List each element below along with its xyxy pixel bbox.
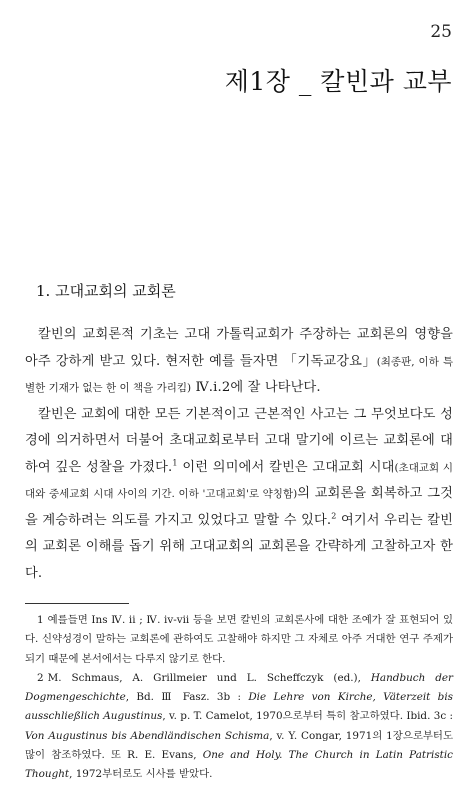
footnote-2 xyxy=(25,669,453,785)
footnote-ref-1[interactable]: 1 xyxy=(172,458,178,468)
footnote-1-text: 예를들면 Ins Ⅳ. ii ; Ⅳ. iv-vii 등을 보면 칼빈의 교회론사에 대한 조예가 잘 표현되어 있다. 신약성경이 말하는 교회론에 관하여도 고찰해야 하지만 그 자체로 아주 거대한 연구 주제가 되기 때문에 본서에서는 다루지 않기로 한다. xyxy=(25,614,453,665)
footnote-divider xyxy=(25,603,129,604)
chapter-title: 제1장 _ 칼빈과 교부 xyxy=(224,67,452,96)
page-number: 25 xyxy=(430,22,452,42)
footnote-2-text-d: , v. Y. Congar, 1971의 1장으로부터도 많이 참조하였다. 또 R. E. Evans, xyxy=(25,729,454,762)
paragraph-2-text-d: 여기서 우리는 칼빈의 교회론 이해를 돕기 위해 고대교회의 교회론을 간략하게 고찰하고자 한다. xyxy=(25,512,453,581)
paragraph-1-text-a: 칼빈의 교회론적 기초는 고대 가톨릭교회가 주장하는 교회론의 영향을 아주 강하게 받고 있다. 현저한 예를 들자면 「기독교강요」 xyxy=(25,327,453,369)
footnote-2-text-b: , Bd. Ⅲ Fasz. 3b : xyxy=(125,691,249,704)
footnote-ref-2[interactable]: 2 xyxy=(331,511,337,521)
footnote-2-text-e: , 1972부터로도 시사를 받았다. xyxy=(69,768,213,781)
footnote-1-number: 1 xyxy=(37,614,44,626)
footnote-2-title-4: One and Holy. The Church in Latin Patristic Thought xyxy=(25,749,453,781)
body-text xyxy=(25,322,453,587)
footnotes xyxy=(25,611,453,785)
paragraph-2-text-c: 의 교회론을 회복하고 그것을 계승하려는 의도를 가지고 있었다고 말할 수 있다. xyxy=(25,486,454,528)
footnote-2-number: 2 xyxy=(37,671,44,684)
footnote-2-title-3: Von Augustinus bis Abendländischen Schisma xyxy=(25,729,270,742)
paragraph-1 xyxy=(25,322,453,402)
paragraph-1-note: (최종판, 이하 특별한 기재가 없는 한 이 책을 가리킴) xyxy=(25,355,453,394)
footnote-2-title-2: Die Lehre von Kirche, Väterzeit bis ausschließlich Augustinus xyxy=(25,691,453,723)
paragraph-2 xyxy=(25,402,453,588)
footnote-2-text-a: M. Schmaus, A. Grillmeier und L. Scheffczyk (ed.), xyxy=(47,671,371,684)
footnote-2-title-1: Handbuch der Dogmengeschichte xyxy=(25,671,453,704)
paragraph-1-text-b: Ⅳ.i.2에 잘 나타난다. xyxy=(191,380,321,395)
section-heading: 1. 고대교회의 교회론 xyxy=(36,282,176,300)
paragraph-2-text-a: 칼빈은 교회에 대한 모든 기본적이고 근본적인 사고는 그 무엇보다도 성경에 의거하면서 더불어 초대교회로부터 고대 말기에 이르는 교회론에 대하여 깊은 성찰을 가졌다. xyxy=(25,406,454,475)
footnote-2-text-c: , v. p. T. Camelot, 1970으로부터 특히 참고하였다. Ibid. 3c : xyxy=(162,710,453,723)
footnote-1 xyxy=(25,611,453,669)
paragraph-2-note: (초대교회 시대와 중세교회 시대 사이의 기간. 이하 '고대교회'로 약칭함) xyxy=(25,461,453,500)
paragraph-2-text-b: 이런 의미에서 칼빈은 고대교회 시대 xyxy=(177,459,395,475)
